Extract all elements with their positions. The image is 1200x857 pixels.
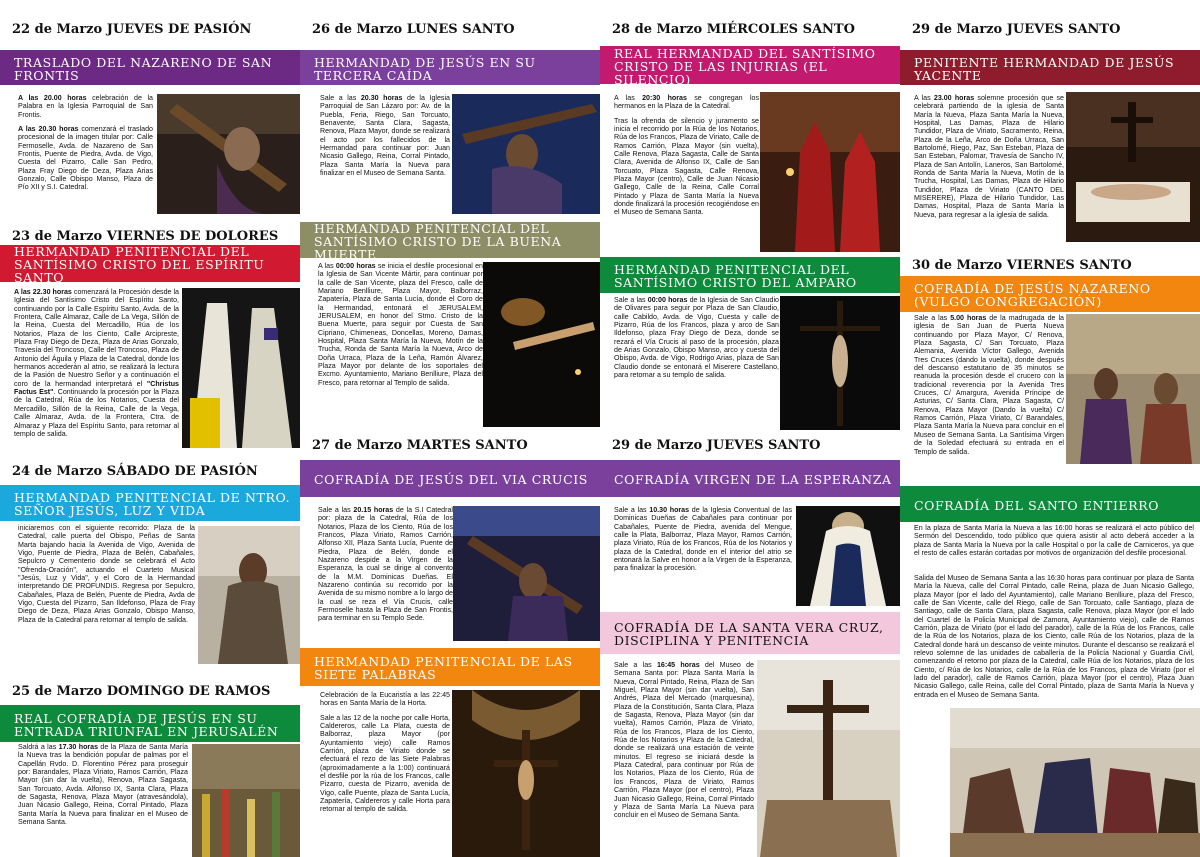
section-text: Salida del Museo de Semana Santa a las 16:30 horas para continuar por plaza de Santa María la Nueva, calle del Corral Pintado, calle Reina, plaza de Juan Nicasio Gallego, plaza Mayor (por el lado del Ayuntamiento), calle Mariano Benlliure, plaza del Fresco, calle de San Vicente, calle del Riego, calle de San Torcuato, calle Santiago, plaza de Santiago, calle de Santa Clara, plaza Sagasta, calle Renova, plaza Mayor (por el lado del Cuartel de la Policía Municipal de Zamora, Ayuntamiento viejo), calle de Ramos Carrión, plaza de Viriato (por el lado del parador), calle de la Rúa de los Francos, calle de la Rúa de los Notarios, plaza de los Ciento, calle Rúa de los Notarios, plaza de la Catedral donde hará un descanso de veinte minutos. Durante el descanso se realizará el relevo solemne de las unidades de caballería de la Policía Nacional y Guardia Civil, comenzando el retorno por plaza de la Catedral, calle Rúa de los Notarios, plaza de los Ciento, c/ Rúa de los Notarios, calle de la Rúa de los Francos, plaza de Viriato (por el lado del parador), calle de Ramos Carrión, plaza Mayor (por el centro), Plaza Juan Nicasio Gallego, calle Reina, calle del Corral Pintado, plaza de Santa María la Nueva y entrada en el Museo de Semana Santa. xyxy=(914,574,1194,699)
photo-jesus-statue xyxy=(198,526,300,664)
section-band-virgen-esperanza: COFRADÍA VIRGEN DE LA ESPERANZA xyxy=(600,460,900,497)
section-text: En la plaza de Santa María la Nueva a las 16:00 horas se realizará el acto público del Sermón del Descendido, todo público que quiera asistir al acto deberá acceder a la plaza de Santa María la Nueva por la calle Hospital o por la calle de Carniceros, ya que el resto de calles estarán cortadas por motivos de organización del desfile procesional. xyxy=(914,524,1194,558)
section-band-cristo-amparo: HERMANDAD PENITENCIAL DEL SANTÍSIMO CRISTO DEL AMPARO xyxy=(600,257,900,293)
section-text: Sale a las 16:45 horas del Museo de Semana Santa por: Plaza Santa María la Nueva, Corral Pintado, Reina, Plaza de San Miguel, Plaza Mayor (sin dar vuelta), San Andrés, Plaza del Mercado (marquesina), Plaza de la Constitución, Santa Clara, Plaza de Sagasta, Renova, Plaza Mayor (sin dar vuelta), Ramos Carrión, Plaza de Viriato, Rúa de los Francos, Plaza de los Ciento, Rúa de los Notarios y Plaza de la Catedral, donde se realizará una estación de veinte minutos. El regreso se iniciará desde la Plaza Catedral, para continuar por Rúa de los Notarios, Plaza de los Ciento, Rúa de los Francos, Plaza de Viriato, Ramos Carrión, Plaza Mayor (por el centro), Plaza Juan Nicasio Gallego, Reina, Corral Pintado y Plaza de Santa María La Nueva para concluir en el Museo de Semana Santa. xyxy=(614,661,754,820)
date-heading: 24 de Marzo SÁBADO DE PASIÓN xyxy=(12,464,258,479)
section-band-vera-cruz: COFRADÍA DE LA SANTA VERA CRUZ, DISCIPLINA Y PENITENCIA xyxy=(600,612,900,654)
photo-cristo-amparo xyxy=(780,296,900,430)
section-text: A las 23.00 horas solemne procesión que se celebrará partiendo de la iglesia de Santa María la Nueva, Plaza Santa María la Nueva, Hospital, Las Damas, Plaza de Hilario Tundidor, Plaza de Viriato, Sacramento, Reina, Plaza de la Leña, Arco de Doña Urraca, San Bartolomé, Riego, Paz, San Esteban, Plaza de San Esteban, Palomar, Travesía de Sancho IV, Plaza de San Antolín, Laneros, San Bartolomé, Ronda de Santa María la Nueva, Motín de la Trucha, Hospital, Las Damas, Plaza de Hilario Tundidor, Plaza de Viriato (CANTO DEL MISERERE), Plaza de Hilario Tundidor, Las Damas, Hospital, Plaza de Santa María la Nueva, para regresar a la iglesia de salida. xyxy=(914,94,1064,219)
photo-cristo-buena-muerte xyxy=(483,262,600,427)
section-band-jesus-nazareno: COFRADÍA DE JESÚS NAZARENO (VULGO CONGREGACIÓN) xyxy=(900,276,1200,312)
photo-tercera-caida xyxy=(452,94,600,214)
section-band-buena-muerte: HERMANDAD PENITENCIAL DEL SANTÍSIMO CRISTO DE LA BUENA MUERTE xyxy=(300,222,600,258)
section-band-siete-palabras: HERMANDAD PENITENCIAL DE LAS SIETE PALABRAS xyxy=(300,648,600,686)
photo-nazareno-cross xyxy=(157,94,300,214)
section-band-espiritu-santo: HERMANDAD PENITENCIAL DEL SANTÍSIMO CRISTO DEL ESPÍRITU SANTO xyxy=(0,245,300,282)
photo-palm-procession xyxy=(192,744,300,857)
photo-jesus-nazareno xyxy=(1066,314,1200,464)
section-text: iniciaremos con el siguiente recorrido: Plaza de la Catedral, calle puerta del Obispo, Peñas de Santa Marta bajando hacia la Avenida de Vigo, Avenida de Vigo, Puente de Piedra, Plaza de Belén, Cabañales, Sepulcro y Cementerio donde se celebrará el Acto "Ofrenda-Oración", actuando el Cuarteto Musical "Jesús, Luz y Vida", y el Coro de la Hermandad interpretando DE PROFUNDIS. Regresa por Sepulcro, Cabañales, Plaza de Belén, Puente de Piedra, Avda de Vigo, Cuesta del Pizarro, San Ildefonso, Plaza de Fray Diego de Deza, Plaza Arias Gonzalo, Obispo Manso, Plaza de la Catedral para retornar al templo de salida. xyxy=(18,524,195,624)
section-text: Celebración de la Eucaristía a las 22:45 horas en Santa María de la Horta. Sale a las 12 de la noche por calle Horta, Caldereros, calle La Plata, cuesta de Balborraz, plaza Mayor (por Ayuntamiento viejo) calle Ramos Carrión, plaza de Viriato donde se efectuará el rezo de las Siete Palabras (aproximadamente a la 1:00) continuará el desfile por la rúa de los Francos, calle Pizarro, cuesta de Pizarro, avenida de Vigo, calle Puente, plaza de Santa Lucía, Zapatería, Caldereros y calle Horta para retornar al templo de salida. xyxy=(320,691,450,814)
section-text: Sale a las 5.00 horas de la madrugada de la iglesia de San Juan de Puerta Nueva continuando por Plaza Mayor, C/ Renova, Plaza Sagasta, C/ San Torcuato, Plaza Alemania, Avenida Víctor Gallego, Avenida Tres Cruces (dando la vuelta), donde después del descanso estatutario de 35 minutos se reanuda la procesión desde el crucero con la tradicional reverencia por la Avenida Tres Cruces, C/ Amargura, Avenida Príncipe de Asturias, C/ Santa Clara, Plaza Sagasta, C/ Renova, Plaza Mayor (Dando la vuelta) C/ Ramos Carrión, Plaza Viriato, C/ Barandales, Plaza Santa María la Nueva para concluir en el Museo de Semana Santa. La Santísima Virgen de la Soledad efectuará su entrada en el Templo de salida. xyxy=(914,314,1064,456)
section-text: A las 22.30 horas comenzará la Procesión desde la Iglesia del Santísimo Cristo del Espíritu Santo, continuando por la Calle Espíritu Santo, Avda. de la Frontera, Calle Almaraz, Calle de La Vega, Sillón de la Reina, Cuesta del Mercadillo, Rúa de los Notarios, Plaza de los Ciento, Calle Arcipreste, Plaza Fray Diego de Deza, Plaza de Arias Gonzalo, Travesía del Troncoso, Calle del Troncoso, Plaza de Antonio del Águila y Plaza de la Catedral, donde los hermanos accederán al atrio, se realizará la lectura de la Pasión de Nuestro Señor y a continuación el coro de la hermandad interpretará el "Christus Factus Est". Continuando la procesión por la Plaza de la Catedral, Rúa de los Notarios, Cuesta del Mercadillo, Sillón de la Reina, Calle de la Vega, Calle Almaraz, Avda. de la Frontera, Ctra. de Almaraz y Plaza del Espíritu Santo, para retornar al templo de salida. xyxy=(14,288,179,438)
date-heading: 29 de Marzo JUEVES SANTO xyxy=(912,22,1121,37)
section-band-via-crucis: COFRADÍA DE JESÚS DEL VIA CRUCIS xyxy=(300,460,600,497)
date-heading: 23 de Marzo VIERNES DE DOLORES xyxy=(12,229,279,244)
section-text: A las 20:30 horas se congregan los hermanos en la Plaza de la Catedral. Tras la ofrenda de silencio y juramento se inicia el recorrido por la Rúa de los Notarios, Rúa de los Francos, Plaza de Viriato, Calle de Ramos Carrión, Plaza Mayor (sin vuelta), Calle Renova, Plaza Sagasta, Calle de Santa Clara, Avenida de Alfonso IX, Calle de San Torcuato, Plaza Sagasta, Calle Renova, Plaza Mayor (centro), Calle de Juan Nicasio Gallego, Calle de la Reina, Calle Corral Pintado y Plaza de Santa María la Nueva donde finalizará la procesión recogiéndose en el Museo de Semana Santa. xyxy=(614,94,759,217)
section-band-santo-entierro: COFRADÍA DEL SANTO ENTIERRO xyxy=(900,486,1200,522)
section-band-jesus-yacente: PENITENTE HERMANDAD DE JESÚS YACENTE xyxy=(900,50,1200,85)
section-text: A las 20.00 horas celebración de la Palabra en la Iglesia Parroquial de San Frontis. A las 20.30 horas comenzará el traslado procesional de la imagen titular por: Calle Fermoselle, Avda. de Nazareno de San Frontis, Puente de Piedra, Avda. de Vigo, Cuesta del Pizarro, Calle San Pedro, Plaza Fray Diego de Deza, Plaza Arias Gonzalo, Calle Obispo Manso, Plaza de Pío XII y S.I. Catedral. xyxy=(18,94,153,192)
column-2 xyxy=(300,0,600,857)
section-band-luz-y-vida: HERMANDAD PENITENCIAL DE NTRO. SEÑOR JESÚS, LUZ Y VIDA xyxy=(0,485,300,521)
section-band-traslado-nazareno: TRASLADO DEL NAZARENO DE SAN FRONTIS xyxy=(0,50,300,85)
photo-silencio-procession xyxy=(760,92,900,252)
section-text: A las 00:00 horas se inicia el desfile procesional en la Iglesia de San Vicente Mártir, para continuar por la calle de San Vicente, plaza del Fresco, calle de Mariano Benlliure, Plaza Mayor, Balborraz, Zapatería, Plaza de Santa Lucía, donde el Coro de la Hermandad, entonará el JERUSALEM, JERUSALEM, en honor del Stmo. Cristo de la Buena Muerte, para seguir por Cuesta de San Cipriano, Chimeneas, Doncellas, Moreno, Damas, Hospital, Plaza Santa María la Nueva, Motín de la Trucha, Ronda de Santa María la Nueva, Arco de Doña Urraca, Plaza de la Leña, Ramón Álvarez, Plaza Mayor por delante de los soportales del Excmo. Ayuntamiento, Mariano Benlliure, Plaza del Fresco, para retornar al Templo de salida. xyxy=(318,262,483,387)
section-band-entrada-triunfal: REAL COFRADÍA DE JESÚS EN SU ENTRADA TRIUNFAL EN JERUSALÉN xyxy=(0,705,300,742)
photo-santo-entierro xyxy=(950,708,1200,857)
date-heading: 30 de Marzo VIERNES SANTO xyxy=(912,258,1132,273)
date-heading: 29 de Marzo JUEVES SANTO xyxy=(612,438,821,453)
photo-virgen-esperanza xyxy=(796,506,900,606)
photo-vera-cruz xyxy=(757,660,900,857)
section-text: Sale a las 20.15 horas de la S.I Catedral por: plaza de la Catedral, Rúa de los Notarios, Plaza de los Ciento, Rúa de los Francos, Plaza Viriato, Ramos Carrión, Alfonso XII, Plaza Santa Lucía, Puente de Piedra, Plaza de Belén, donde el Nazareno despide a la Virgen de la Esperanza, la cual se dirige al convento de la M.M. Dominicas Dueñas. El Nazareno continúa su recorrido por la Avenida de su mismo nombre a lo largo de la cual se reza el Vía Crucis, calle Fermoselle hasta la Plaza de San Frontis, para terminar en su Templo Sede. xyxy=(318,506,453,623)
date-heading: 28 de Marzo MIÉRCOLES SANTO xyxy=(612,22,855,37)
section-band-tercera-caida: HERMANDAD DE JESÚS EN SU TERCERA CAÍDA xyxy=(300,50,600,85)
column-4 xyxy=(900,0,1200,857)
date-heading: 22 de Marzo JUEVES DE PASIÓN xyxy=(12,22,252,37)
section-text: Saldrá a las 17.30 horas de la Plaza de Santa María la Nueva tras la bendición popular de palmas por el Capellán Rvdo. D. Florentino Pérez para proseguir por: Barandales, Plaza Viriato, Ramos Carrión, Plaza Mayor (sin dar la vuelta), Renova, Plaza Sagasta, San Torcuato, Avda. Alfonso IX, Santa Clara, Plaza de Sagasta, Renova, Plaza Mayor (atravesándola), Juan Nicasio Gallego, Reina, Corral Pintado, Plaza Santa María la Nueva para finalizar en el Museo de Semana Santa. xyxy=(18,743,188,827)
date-heading: 26 de Marzo LUNES SANTO xyxy=(312,22,515,37)
photo-hooded-penitents xyxy=(182,288,300,448)
section-band-cristo-injurias: REAL HERMANDAD DEL SANTÍSIMO CRISTO DE LAS INJURIAS (EL SILENCIO) xyxy=(600,46,900,84)
photo-jesus-yacente xyxy=(1066,92,1200,242)
section-text: Sale a las 10.30 horas de la Iglesia Conventual de las Dominicas Dueñas de Cabañales para continuar por Cabañales, Puente de Piedra, avenida del Mengue, calle la Plata, Balborraz, Plaza Mayor, Ramos Carrión, plaza Viriato, Rúa de los Francos, Rúa de los Notarios y plaza de la Catedral, donde en el interior del atrio se entonará la Salve en honor a la Virgen de la Esperanza, para finalizar la procesión. xyxy=(614,506,792,573)
column-3 xyxy=(600,0,900,857)
column-1 xyxy=(0,0,300,857)
section-text: Sale a las 00:00 horas de la Iglesia de San Claudio de Olivares para seguir por Plaza de San Claudio, calle Cabildo, Avda. de Vigo, Cuesta y calle de Pizarro, Rúa de los Francos, plaza y arco de San Ildefonso, plaza Fray Diego de Deza, donde se rezará el Vía Crucis al paso de la procesión, plaza de Arias Gonzalo, Obispo Manso, arco y cuesta del Obispo, Avda. de Vigo, Rodrigo Arias, plaza de San Claudio donde se entonará el Miserere Castellano, para retornar a su templo de salida. xyxy=(614,296,779,380)
photo-via-crucis xyxy=(453,506,600,641)
date-heading: 27 de Marzo MARTES SANTO xyxy=(312,438,528,453)
photo-siete-palabras xyxy=(452,690,600,857)
date-heading: 25 de Marzo DOMINGO DE RAMOS xyxy=(12,684,271,699)
section-text: Sale a las 20.30 horas de la Iglesia Parroquial de San Lázaro por: Av. de la Puebla, Feria, Riego, San Torcuato, Benavente, Santa Clara, Sagasta, Renova, Plaza Mayor, donde se realizará el acto por los fallecidos de la Hermandad para continuar por: Juan Nicasio Gallego, Reina, Corral Pintado, Plaza Santa María la Nueva para finalizar en el Museo de Semana Santa. xyxy=(320,94,450,178)
